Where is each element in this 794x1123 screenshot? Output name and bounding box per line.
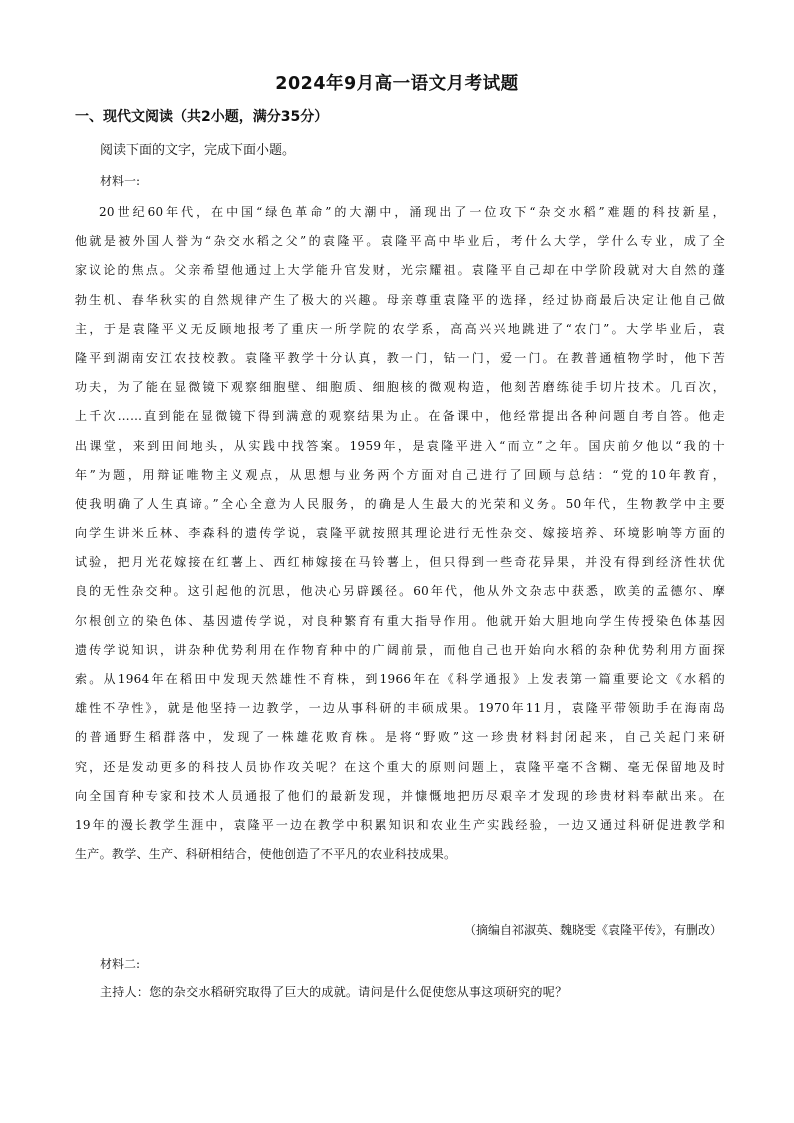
paragraph-line: 的普通野生稻群落中，发现了一株雄花败育株。是将“野败”这一珍贵材料封闭起来，自己关起门来研 [75, 730, 725, 745]
paragraph-line: 20世纪60年代，在中国“绿色革命”的大潮中，涌现出了一位攻下“杂交水稻”难题的科技新星， [99, 205, 725, 219]
paragraph-line: 隆平到湖南安江农技校教。袁隆平教学十分认真，教一门，钻一门，爱一门。在教普通植物学时，他下苦 [75, 350, 725, 365]
source-citation: （摘编自祁淑英、魏晓雯《袁隆平传》，有删改） [463, 923, 722, 937]
material-two-label: 材料二: [100, 957, 141, 971]
paragraph-line: 使我明确了人生真谛。”全心全意为人民服务，的确是人生最大的光荣和义务。50年代，生物教学中主要 [75, 496, 725, 511]
paragraph-line: 家议论的焦点。父亲希望他通过上大学能升官发财，光宗耀祖。袁隆平自己却在中学阶段就对大自然的蓬 [75, 263, 725, 278]
material-one-label: 材料一: [100, 174, 141, 188]
section-heading: 一、现代文阅读（共2小题，满分35分） [75, 109, 329, 125]
paragraph-line: 功夫，为了能在显微镜下观察细胞壁、细胞质、细胞核的微观构造，他刻苦磨练徒手切片技术。几百次， [75, 380, 725, 395]
paragraph-line: 良的无性杂交种。这引起他的沉思，他决心另辟蹊径。60年代，他从外文杂志中获悉，欧美的孟德尔、摩 [75, 584, 725, 599]
paragraph-line: 雄性不孕性》，就是他坚持一边教学，一边从事科研的丰硕成果。1970年11月，袁隆平带领助手在海南岛 [75, 701, 725, 716]
dialogue-line: 主持人：您的杂交水稻研究取得了巨大的成就。请问是什么促使您从事这项研究的呢？ [100, 985, 568, 999]
paragraph-line: 主，于是袁隆平义无反顾地报考了重庆一所学院的农学系，高高兴兴地跳进了“农门”。大学毕业后，袁 [75, 321, 725, 336]
paragraph-line: 勃生机、春华秋实的自然规律产生了极大的兴趣。母亲尊重袁隆平的选择，经过协商最后决定让他自己做 [75, 292, 725, 307]
paragraph-line: 试验，把月光花嫁接在红薯上、西红柿嫁接在马铃薯上，但只得到一些奇花异果，并没有得到经济性状优 [75, 555, 725, 570]
paragraph-line: 向全国育种专家和技术人员通报了他们的最新发现，并慷慨地把历尽艰辛才发现的珍贵材料奉献出来。在 [75, 788, 725, 803]
paragraph-line: 上千次……直到能在显微镜下得到满意的观察结果为止。在备课中，他经常提出各种问题自考自答。他走 [75, 409, 725, 424]
paragraph-line: 遗传学说知识，讲杂种优势利用在作物育种中的广阔前景，而他自己也开始向水稻的杂种优势利用方面探 [75, 642, 725, 657]
paragraph-line: 索。从1964年在稻田中发现天然雄性不育株，到1966年在《科学通报》上发表第一篇重要论文《水稻的 [75, 672, 725, 686]
instruction-text: 阅读下面的文字，完成下面小题。 [100, 143, 296, 158]
paragraph-line: 究，还是发动更多的科技人员协作攻关呢？在这个重大的原则问题上，袁隆平毫不含糊、毫无保留地及时 [75, 759, 725, 774]
material-two-body [75, 978, 725, 1007]
paragraph-line: 尔根创立的染色体、基因遗传学说，对良种繁育有重大指导作用。他就开始大胆地向学生传授染色体基因 [75, 613, 725, 628]
material-one-body [75, 198, 725, 869]
paragraph-line: 出课堂，来到田间地头，从实践中找答案。1959年，是袁隆平进入“而立”之年。国庆前夕他以“我的十 [75, 438, 725, 453]
paragraph-line: 他就是被外国人誉为“杂交水稻之父”的袁隆平。袁隆平高中毕业后，考什么大学，学什么专业，成了全 [75, 234, 725, 249]
paragraph-line: 19年的漫长教学生涯中，袁隆平一边在教学中积累知识和农业生产实践经验，一边又通过科研促进教学和 [75, 817, 725, 832]
paragraph-line: 向学生讲米丘林、李森科的遗传学说，袁隆平就按照其理论进行无性杂交、嫁接培养、环境影响等方面的 [75, 526, 725, 541]
paragraph-line: 生产。教学、生产、科研相结合，使他创造了不平凡的农业科技成果。 [75, 847, 457, 862]
paragraph-line: 年”为题，用辩证唯物主义观点，从思想与业务两个方面对自己进行了回顾与总结：“党的10年教育， [75, 467, 725, 482]
page-title: 2024年9月高一语文月考试题 [275, 74, 519, 94]
